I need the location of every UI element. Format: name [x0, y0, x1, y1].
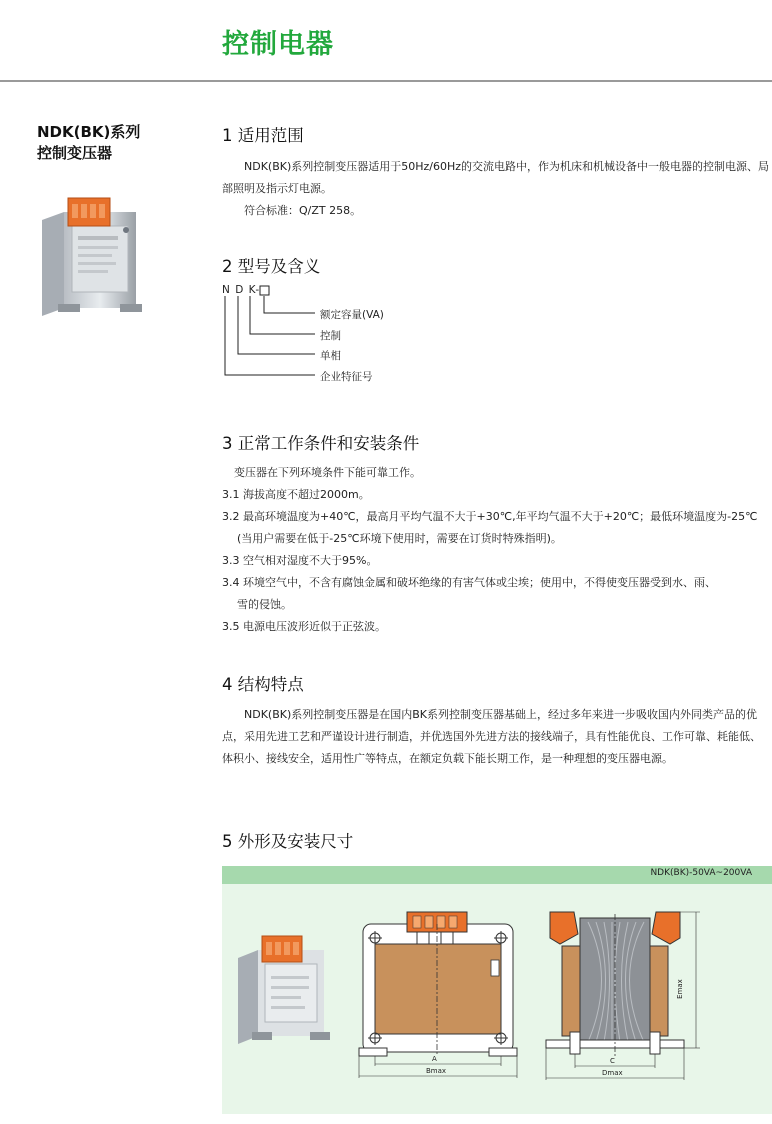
product-name-line1: NDK(BK)系列	[37, 123, 141, 141]
section3-item: 3.1 海拔高度不超过2000m。	[222, 488, 370, 501]
model-diagram-lines	[222, 283, 322, 383]
dim-c-label: C	[610, 1057, 615, 1065]
section3-title: 3 正常工作条件和安装条件	[222, 434, 420, 453]
page-title: 控制电器	[222, 29, 334, 60]
model-label-single-phase: 单相	[320, 350, 341, 362]
section3-item: 雪的侵蚀。	[237, 598, 292, 611]
section4-title: 4 结构特点	[222, 675, 304, 694]
dim-emax-label: Emax	[675, 979, 684, 999]
model-code: N D K-	[222, 284, 261, 296]
section2-title: 2 型号及含义	[222, 257, 321, 276]
section1-para1: NDK(BK)系列控制变压器适用于50Hz/60Hz的交流电路中，作为机床和机械设备中一般电器的控制电源、局部照明及指示灯电源。	[222, 160, 770, 195]
section3-item: 3.5 电源电压波形近似于正弦波。	[222, 620, 386, 633]
section3-item: 3.2 最高环境温度为+40℃，最高月平均气温不大于+30℃,年平均气温不大于+20℃；最低环境温度为-25℃	[222, 510, 758, 523]
section3-item: (当用户需要在低于-25℃环境下使用时，需要在订货时特殊指明)。	[237, 532, 562, 545]
dim-dmax-label: Dmax	[602, 1069, 623, 1077]
model-label-capacity: 额定容量(VA)	[320, 309, 384, 321]
section1-title: 1 适用范围	[222, 126, 304, 145]
product-name-line2: 控制变压器	[37, 144, 113, 162]
section3-item: 3.3 空气相对湿度不大于95%。	[222, 554, 378, 567]
dimension-product-photo	[232, 930, 342, 1055]
section3-intro: 变压器在下列环境条件下能可靠工作。	[234, 466, 421, 479]
dim-bmax-label: Bmax	[426, 1067, 447, 1075]
model-label-company-code: 企业特征号	[320, 371, 373, 383]
front-view-drawing	[355, 908, 525, 1080]
dim-a-label: A	[432, 1055, 437, 1063]
section3-item: 3.4 环境空气中，不含有腐蚀金属和破坏绝缘的有害气体或尘埃；使用中，不得使变压器受到水、雨、	[222, 576, 716, 589]
model-label-control: 控制	[320, 330, 341, 342]
side-view-drawing	[540, 908, 715, 1083]
section4-para: NDK(BK)系列控制变压器是在国内BK系列控制变压器基础上，经过多年来进一步吸收国内外同类产品的优点，采用先进工艺和严谨设计进行制造，并优选国外先进方法的接线端子，具有性能优良、工作可靠、耗能低、体积小、接线安全，适用性广等特点，在额定负载下能长期工作，是一种理想的变压器电源。	[222, 708, 761, 765]
section1-para2: 符合标准：Q/ZT 258。	[244, 204, 362, 217]
header-divider	[0, 80, 772, 82]
product-name	[37, 122, 140, 164]
dimension-panel-label: NDK(BK)-50VA~200VA	[650, 868, 752, 878]
product-photo	[34, 190, 154, 330]
section5-title: 5 外形及安装尺寸	[222, 832, 354, 851]
